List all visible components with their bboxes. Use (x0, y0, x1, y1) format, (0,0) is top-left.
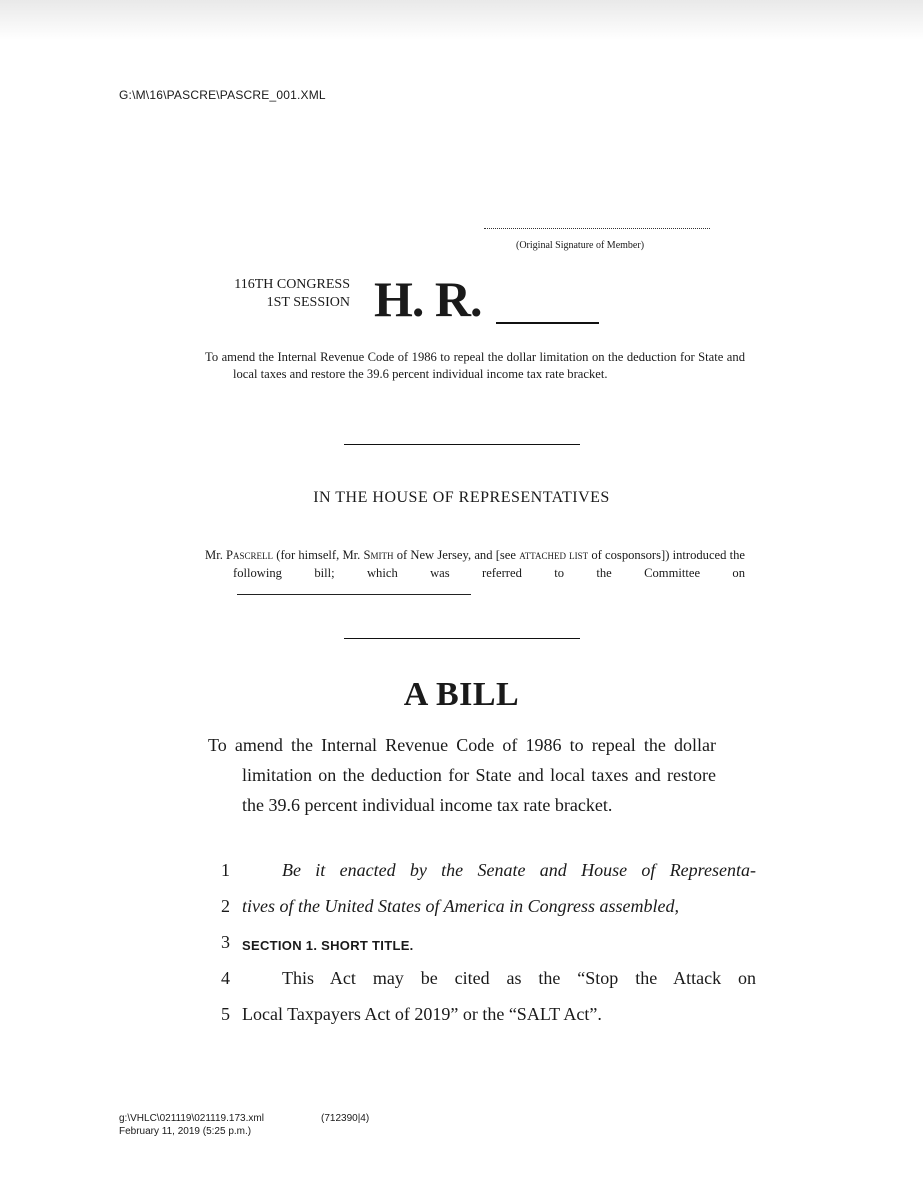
session-label: 1ST SESSION (266, 295, 350, 310)
scan-shading (0, 0, 923, 40)
line-number-2: 2 (221, 896, 230, 916)
bill-designation: H. R. (374, 271, 482, 327)
signature-line (484, 228, 710, 229)
intro-text-1: (for himself, Mr. (273, 548, 364, 562)
committee-blank (237, 593, 471, 595)
congress-label: 116TH CONGRESS (234, 277, 350, 292)
attached-list: attached list (519, 548, 589, 562)
house-heading: IN THE HOUSE OF REPRESENTATIVES (313, 489, 610, 506)
introduction-paragraph (205, 546, 745, 600)
enacting-clause-line-2: tives of the United States of America in Congress assembled, (242, 896, 679, 916)
signature-label: (Original Signature of Member) (516, 240, 645, 251)
line-number-3: 3 (221, 932, 230, 952)
purpose-short: To amend the Internal Revenue Code of 1986 to repeal the dollar limitation on the deduction for State and local taxes and restore the 39.6 percent individual income tax rate bracket. (205, 350, 745, 381)
purpose-long (208, 730, 716, 820)
divider-rule-2 (344, 638, 580, 639)
section-heading-line (242, 934, 716, 955)
intro-text-3: of cosponsors]) introduced the following bill; which was referred to the Committee on (233, 548, 746, 580)
cosponsor-name: Smith (363, 548, 394, 562)
purpose-long-text: To amend the Internal Revenue Code of 1986 to repeal the dollar limitation on the deduction for State and local taxes and restore the 39.6 percent individual income tax rate bracket. (208, 735, 716, 815)
line-number-4: 4 (221, 968, 230, 988)
congress-session (204, 276, 350, 312)
footer-path: g:\VHLC\021119\021119.173.xml (119, 1113, 264, 1124)
file-path: G:\M\16\PASCRE\PASCRE_001.XML (119, 88, 326, 102)
bill-title: A BILL (403, 676, 520, 713)
footer (119, 1112, 370, 1138)
short-title-line-4: This Act may be cited as the “Stop the Attack on (282, 968, 756, 988)
footer-date: February 11, 2019 (5:25 p.m.) (119, 1126, 252, 1137)
intro-text-2: of New Jersey, and [see (393, 548, 520, 562)
bill-number-blank (496, 322, 599, 324)
short-title-line-5: Local Taxpayers Act of 2019” or the “SALT Act”. (242, 1004, 602, 1024)
divider-rule-1 (344, 444, 580, 445)
sponsor-prefix: Mr. (205, 548, 227, 562)
sponsor-name: Pascrell (226, 548, 274, 562)
line-number-1: 1 (221, 860, 230, 880)
line-number-5: 5 (221, 1004, 230, 1024)
footer-code: (712390|4) (321, 1113, 370, 1124)
enacting-clause-line-1: Be it enacted by the Senate and House of Representa- (282, 860, 756, 880)
section-heading: SECTION 1. SHORT TITLE. (242, 938, 414, 953)
